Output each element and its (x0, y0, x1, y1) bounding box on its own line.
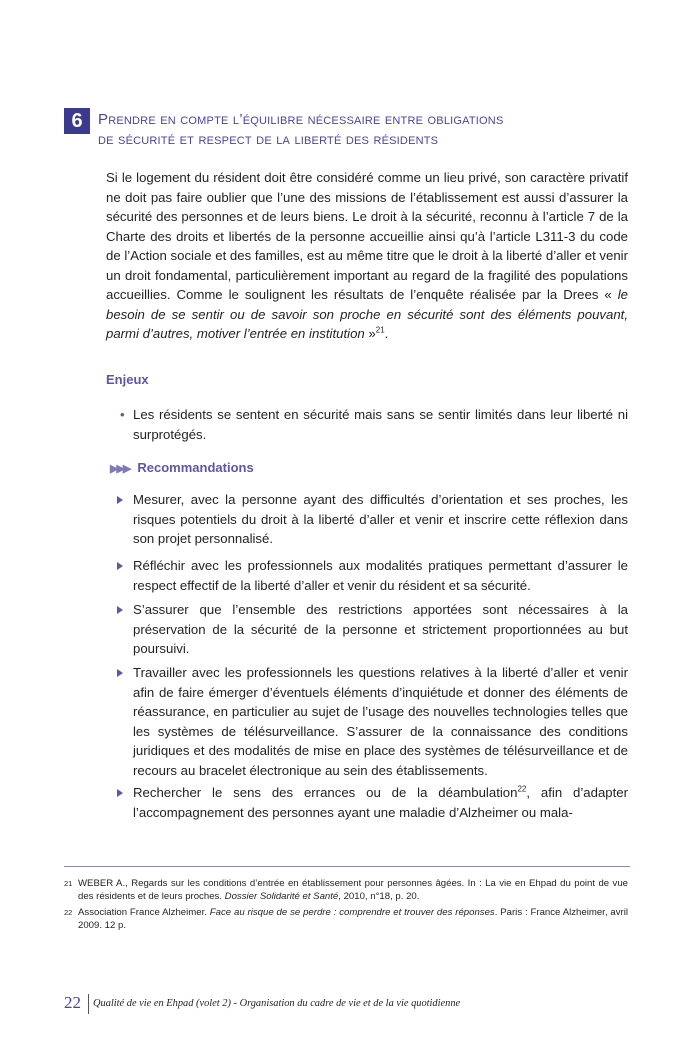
footnote-text: WEBER A., Regards sur les conditions d’entrée en établissement pour personnes âgées. In : La vie en Ehpad du point de vue des résidents et de leurs proches. (78, 878, 628, 902)
footnote-body (78, 906, 628, 932)
recommandation-text: Mesurer, avec la personne ayant des difficultés d’orientation et ses proches, les risques potentiels du droit à la liberté d’aller et venir et inscrire cette réflexion dans son projet personnalisé. (133, 492, 628, 546)
footnote-number: 22 (64, 908, 73, 917)
triangle-bullet-icon (117, 562, 123, 570)
recommandations-heading (110, 459, 630, 478)
recommandation-item (133, 663, 628, 780)
footnote-ref-21[interactable]: 21 (375, 325, 385, 335)
footnote-text-end: , 2010, n°18, p. 20. (338, 891, 420, 902)
intro-quote: le besoin de se sentir ou de savoir son proche en sécurité sont des éléments pouvant, parmi d’autres, motiver l’entrée en institution (106, 287, 628, 341)
footnote-ref-22[interactable]: 22 (517, 784, 527, 794)
footnote-divider (64, 866, 630, 867)
recommandation-text: Travailler avec les professionnels les questions relatives à la liberté d’aller et venir afin de faire émerger d’éventuels éléments d’inquiétude et donner des éléments de réassurance, en particulier au sujet de l’usage des nouvelles technologies telles que les systèmes de télésurveillance. S’assurer de la connaissance des conditions juridiques et des modalités de mise en place des systèmes de télésurveillance et de recours au bracelet électronique au sein des établissements. (133, 665, 628, 778)
footnote-text: Association France Alzheimer. (78, 907, 210, 918)
footnote-source: Face au risque de se perdre : comprendre et trouver des réponses (209, 907, 495, 918)
enjeu-item (120, 405, 628, 444)
triangle-bullet-icon (117, 789, 123, 797)
triple-arrow-icon: ▶▶▶ (110, 463, 130, 475)
section-title (98, 110, 628, 150)
section-number-badge: 6 (64, 108, 90, 134)
footnote-source: Dossier Solidarité et Santé (224, 891, 339, 902)
intro-text: Si le logement du résident doit être considéré comme un lieu privé, son caractère privatif ne doit pas faire oublier que l’une des missions de l’établissement est aussi d’assurer la sécurité des personnes et de leurs biens. Le droit à la sécurité, reconnu à l’article 7 de la Charte des droits et libertés de la personne accueillie ainsi qu’à l’article L311-3 du code de l’Action sociale et des familles, est au même titre que le droit à la liberté d’aller et venir un droit fondamental, particulièrement important au regard de la fragilité des populations accueillies. Comme le soulignent les résultats de l’enquête réalisée par la Drees « (106, 170, 628, 302)
recommandation-item (133, 556, 628, 595)
recommandation-text: S’assurer que l’ensemble des restrictions apportées sont nécessaires à la préservation de la sécurité de la personne et strictement proportionnées au but poursuivi. (133, 602, 628, 656)
page-number: 22 (64, 993, 81, 1012)
recommandation-text: Réfléchir avec les professionnels aux modalités pratiques permettant d’assurer le respect effectif de la liberté d’aller et venir du résident et sa sécurité. (133, 558, 628, 593)
triangle-bullet-icon (117, 496, 123, 504)
triangle-bullet-icon (117, 669, 123, 677)
recommandations-heading-text: Recommandations (137, 460, 254, 475)
intro-paragraph (106, 168, 628, 344)
section-title-line-1: Prendre en compte l’équilibre nécessaire entre obligations (98, 111, 504, 128)
section-title-line-2: de sécurité et respect de la liberté des résidents (98, 131, 439, 148)
footnote-text-end: . Paris : France Alzheimer, avril 2009. 12 p. (78, 907, 628, 931)
intro-quote-end: » (368, 326, 376, 341)
enjeu-text: Les résidents se sentent en sécurité mais sans se sentir limités dans leur liberté ni surprotégés. (133, 407, 628, 442)
intro-end: . (384, 326, 389, 341)
page-footer (64, 992, 644, 1016)
footnote-22 (64, 906, 630, 932)
recommandation-item (133, 600, 628, 659)
running-title: Qualité de vie en Ehpad (volet 2) - Organisation du cadre de vie et de la vie quotidienne (93, 998, 461, 1009)
recommandation-item (133, 490, 628, 549)
recommandation-text-before: Rechercher le sens des errances ou de la déambulation (133, 785, 518, 800)
bullet-dot-icon: • (120, 407, 125, 422)
recommandation-text-after: , afin d’adapter l’accompagnement des personnes ayant une maladie d’Alzheimer ou mala- (133, 785, 628, 820)
footnote-21 (64, 877, 630, 903)
footer-separator (88, 994, 89, 1014)
enjeux-heading: Enjeux (106, 372, 149, 387)
recommandation-item (133, 783, 628, 822)
footnote-number: 21 (64, 879, 73, 888)
footnote-body (78, 877, 628, 903)
triangle-bullet-icon (117, 606, 123, 614)
